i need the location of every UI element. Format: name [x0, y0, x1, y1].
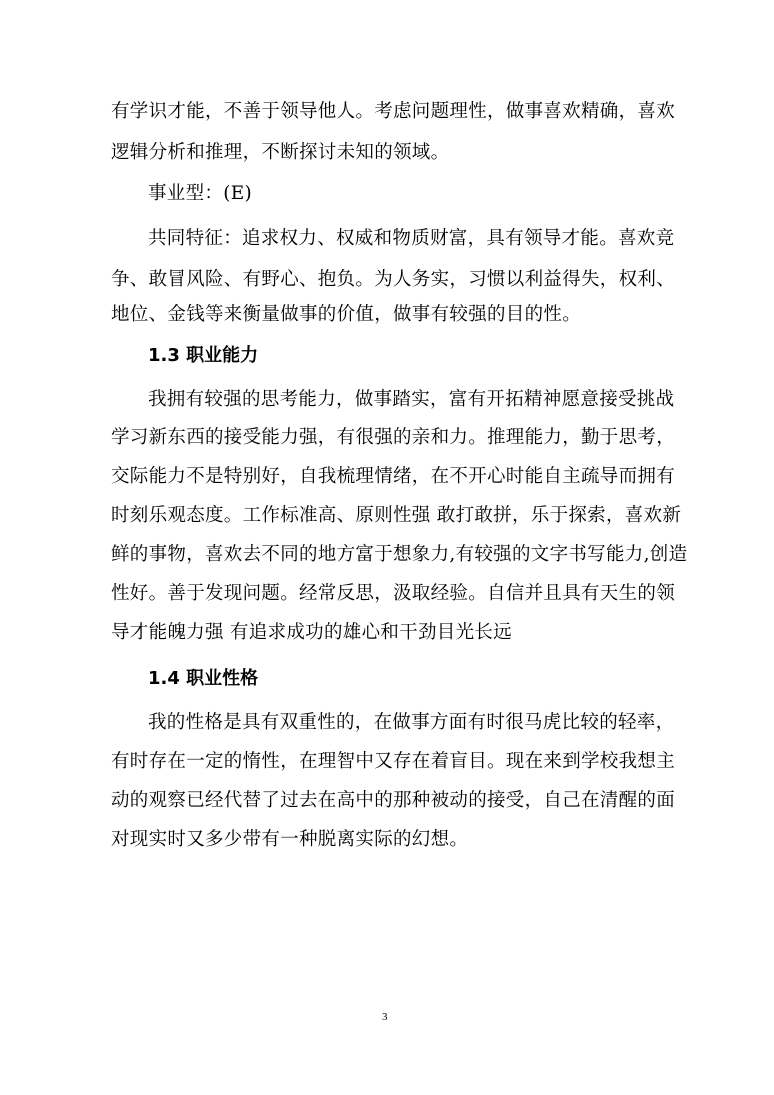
- paragraph-line: 学习新东西的接受能力强，有很强的亲和力。推理能力，勤于思考，: [111, 427, 676, 448]
- paragraph-line: 动的观察已经代替了过去在高中的那种被动的接受，自己在清醒的面: [111, 790, 676, 811]
- paragraph-line: 有时存在一定的惰性，在理智中又存在着盲目。现在来到学校我想主: [111, 751, 676, 772]
- section-heading-1-3: 1.3 职业能力: [148, 345, 259, 366]
- section-heading-1-4: 1.4 职业性格: [148, 668, 259, 689]
- paragraph-line: 地位、金钱等来衡量做事的价值，做事有较强的目的性。: [111, 304, 582, 325]
- paragraph-line: 对现实时又多少带有一种脱离实际的幻想。: [111, 829, 469, 850]
- paragraph-line: 导才能魄力强 有追求成功的雄心和干劲目光长远: [111, 622, 512, 643]
- paragraph-line: 共同特征：追求权力、权威和物质财富，具有领导才能。喜欢竞: [148, 228, 675, 249]
- paragraph-line: 逻辑分析和推理，不断探讨未知的领域。: [111, 142, 450, 163]
- type-label-enterprising: 事业型：(E): [148, 183, 253, 204]
- paragraph-line: 有学识才能，不善于领导他人。考虑问题理性，做事喜欢精确，喜欢: [111, 101, 676, 122]
- paragraph-line: 我拥有较强的思考能力，做事踏实，富有开拓精神愿意接受挑战: [148, 389, 675, 410]
- paragraph-line: 时刻乐观态度。工作标准高、原则性强 敢打敢拼，乐于探索，喜欢新: [111, 505, 682, 526]
- paragraph-line: 交际能力不是特别好，自我梳理情绪，在不开心时能自主疏导而拥有: [111, 466, 676, 487]
- paragraph-line: 争、敢冒风险、有野心、抱负。为人务实，习惯以利益得失，权利、: [111, 269, 676, 290]
- paragraph-line: 鲜的事物，喜欢去不同的地方富于想象力,有较强的文字书写能力,创造: [111, 544, 688, 565]
- page-number: 3: [382, 1011, 388, 1023]
- paragraph-line: 我的性格是具有双重性的，在做事方面有时很马虎比较的轻率，: [148, 712, 675, 733]
- paragraph-line: 性好。善于发现问题。经常反思，汲取经验。自信并且具有天生的领: [111, 583, 676, 604]
